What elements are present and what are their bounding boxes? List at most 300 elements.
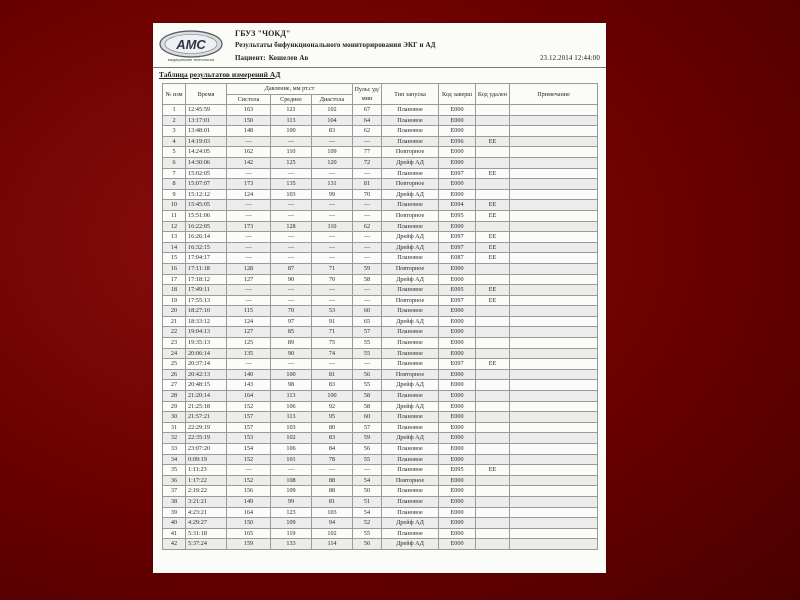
cell-note bbox=[510, 253, 598, 264]
col-header-pulse: Пульс уд/мин bbox=[353, 84, 382, 105]
table-row bbox=[163, 528, 598, 539]
cell-delete-code: EE bbox=[476, 253, 510, 264]
cell-systolic: 127 bbox=[227, 274, 271, 285]
cell-delete-code bbox=[476, 327, 510, 338]
cell-delete-code bbox=[476, 115, 510, 126]
cell-mean: — bbox=[271, 232, 312, 243]
cell-systolic: 165 bbox=[227, 528, 271, 539]
cell-time: 14:19:03 bbox=[186, 136, 227, 147]
cell-mean: — bbox=[271, 210, 312, 221]
cell-systolic: 152 bbox=[227, 475, 271, 486]
col-header-systolic: Систола bbox=[227, 94, 271, 105]
cell-delete-code: EE bbox=[476, 359, 510, 370]
cell-time: 15:45:05 bbox=[186, 200, 227, 211]
table-row bbox=[163, 306, 598, 317]
cell-diastolic: 83 bbox=[312, 126, 353, 137]
cell-delete-code: EE bbox=[476, 168, 510, 179]
cell-launch-type: Плановое bbox=[382, 253, 439, 264]
cell-finish-code: E097 bbox=[439, 295, 476, 306]
cell-diastolic: 131 bbox=[312, 179, 353, 190]
cell-launch-type: Плановое bbox=[382, 338, 439, 349]
cell-systolic: — bbox=[227, 200, 271, 211]
cell-launch-type: Повторное bbox=[382, 210, 439, 221]
cell-num: 15 bbox=[163, 253, 186, 264]
cell-pulse: 55 bbox=[353, 528, 382, 539]
table-row bbox=[163, 486, 598, 497]
cell-diastolic: 84 bbox=[312, 444, 353, 455]
cell-pulse: 60 bbox=[353, 412, 382, 423]
cell-time: 15:51:06 bbox=[186, 210, 227, 221]
table-row bbox=[163, 369, 598, 380]
table-row bbox=[163, 507, 598, 518]
cell-delete-code bbox=[476, 454, 510, 465]
cell-num: 13 bbox=[163, 232, 186, 243]
table-row bbox=[163, 465, 598, 476]
table-row bbox=[163, 115, 598, 126]
cell-time: 17:11:18 bbox=[186, 263, 227, 274]
cell-num: 36 bbox=[163, 475, 186, 486]
cell-launch-type: Плановое bbox=[382, 285, 439, 296]
cell-time: 22:35:19 bbox=[186, 433, 227, 444]
cell-pulse: — bbox=[353, 200, 382, 211]
cell-time: 17:18:12 bbox=[186, 274, 227, 285]
cell-finish-code: E097 bbox=[439, 242, 476, 253]
cell-delete-code: EE bbox=[476, 285, 510, 296]
cell-mean: — bbox=[271, 359, 312, 370]
cell-pulse: — bbox=[353, 295, 382, 306]
table-row bbox=[163, 189, 598, 200]
cell-mean: 103 bbox=[271, 422, 312, 433]
cell-mean: 113 bbox=[271, 391, 312, 402]
cell-delete-code bbox=[476, 507, 510, 518]
report-date: 23.12.2014 12:44:00 bbox=[539, 54, 600, 62]
cell-num: 38 bbox=[163, 496, 186, 507]
cell-finish-code: E000 bbox=[439, 391, 476, 402]
cell-delete-code bbox=[476, 496, 510, 507]
cell-pulse: — bbox=[353, 285, 382, 296]
cell-finish-code: E000 bbox=[439, 316, 476, 327]
cell-launch-type: Плановое bbox=[382, 200, 439, 211]
table-row bbox=[163, 242, 598, 253]
table-row bbox=[163, 359, 598, 370]
cell-launch-type: Плановое bbox=[382, 348, 439, 359]
cell-systolic: 173 bbox=[227, 221, 271, 232]
cell-note bbox=[510, 316, 598, 327]
cell-launch-type: Дрейф АД bbox=[382, 433, 439, 444]
cell-note bbox=[510, 401, 598, 412]
cell-note bbox=[510, 147, 598, 158]
cell-diastolic: — bbox=[312, 168, 353, 179]
cell-time: 14:24:05 bbox=[186, 147, 227, 158]
cell-systolic: 124 bbox=[227, 316, 271, 327]
cell-note bbox=[510, 369, 598, 380]
cell-diastolic: 95 bbox=[312, 412, 353, 423]
cell-mean: 106 bbox=[271, 444, 312, 455]
cell-mean: — bbox=[271, 200, 312, 211]
cell-systolic: — bbox=[227, 210, 271, 221]
cell-note bbox=[510, 179, 598, 190]
cell-diastolic: 103 bbox=[312, 507, 353, 518]
cell-launch-type: Дрейф АД bbox=[382, 316, 439, 327]
cell-finish-code: E097 bbox=[439, 359, 476, 370]
table-row bbox=[163, 380, 598, 391]
table-row bbox=[163, 401, 598, 412]
cell-time: 1:11:23 bbox=[186, 465, 227, 476]
cell-launch-type: Плановое bbox=[382, 221, 439, 232]
table-row bbox=[163, 126, 598, 137]
cell-diastolic: 53 bbox=[312, 306, 353, 317]
cell-time: 5:37:24 bbox=[186, 539, 227, 550]
cell-note bbox=[510, 422, 598, 433]
cell-systolic: 157 bbox=[227, 412, 271, 423]
cell-launch-type: Плановое bbox=[382, 454, 439, 465]
cell-launch-type: Дрейф АД bbox=[382, 539, 439, 550]
cell-diastolic: 71 bbox=[312, 327, 353, 338]
cell-pulse: — bbox=[353, 253, 382, 264]
cell-launch-type: Плановое bbox=[382, 528, 439, 539]
cell-time: 5:31:18 bbox=[186, 528, 227, 539]
cell-diastolic: 78 bbox=[312, 454, 353, 465]
cell-launch-type: Повторное bbox=[382, 369, 439, 380]
cell-launch-type: Плановое bbox=[382, 136, 439, 147]
cell-diastolic: — bbox=[312, 285, 353, 296]
table-row bbox=[163, 412, 598, 423]
patient-label: Пациент: bbox=[235, 54, 266, 62]
cell-note bbox=[510, 348, 598, 359]
cell-note bbox=[510, 157, 598, 168]
cell-mean: — bbox=[271, 168, 312, 179]
cell-time: 0:09:19 bbox=[186, 454, 227, 465]
col-header-time: Время bbox=[186, 84, 227, 105]
cell-num: 37 bbox=[163, 486, 186, 497]
cell-delete-code bbox=[476, 105, 510, 116]
cell-time: 13:17:01 bbox=[186, 115, 227, 126]
cell-systolic: 135 bbox=[227, 348, 271, 359]
cell-num: 21 bbox=[163, 316, 186, 327]
cell-diastolic: 102 bbox=[312, 105, 353, 116]
cell-delete-code bbox=[476, 475, 510, 486]
table-row bbox=[163, 475, 598, 486]
cell-time: 3:21:21 bbox=[186, 496, 227, 507]
cell-pulse: 72 bbox=[353, 157, 382, 168]
cell-pulse: — bbox=[353, 168, 382, 179]
cell-pulse: 55 bbox=[353, 348, 382, 359]
cell-finish-code: E000 bbox=[439, 306, 476, 317]
cell-mean: 100 bbox=[271, 126, 312, 137]
table-title: Таблица результатов измерений АД bbox=[159, 70, 281, 79]
table-row bbox=[163, 454, 598, 465]
cell-diastolic: 109 bbox=[312, 147, 353, 158]
cell-note bbox=[510, 518, 598, 529]
cell-delete-code bbox=[476, 518, 510, 529]
cell-launch-type: Дрейф АД bbox=[382, 189, 439, 200]
cell-note bbox=[510, 242, 598, 253]
cell-pulse: 54 bbox=[353, 475, 382, 486]
cell-delete-code bbox=[476, 528, 510, 539]
table-row bbox=[163, 295, 598, 306]
cell-launch-type: Плановое bbox=[382, 465, 439, 476]
cell-systolic: — bbox=[227, 465, 271, 476]
cell-mean: 103 bbox=[271, 189, 312, 200]
cell-mean: 125 bbox=[271, 157, 312, 168]
cell-note bbox=[510, 507, 598, 518]
cell-note bbox=[510, 539, 598, 550]
patient-name: Кошелев Ав bbox=[268, 54, 309, 62]
cell-time: 4:23:21 bbox=[186, 507, 227, 518]
cell-delete-code bbox=[476, 539, 510, 550]
cell-diastolic: — bbox=[312, 465, 353, 476]
cell-pulse: 77 bbox=[353, 147, 382, 158]
cell-pulse: — bbox=[353, 136, 382, 147]
cell-finish-code: E094 bbox=[439, 200, 476, 211]
cell-diastolic: — bbox=[312, 253, 353, 264]
cell-systolic: 157 bbox=[227, 422, 271, 433]
table-row bbox=[163, 444, 598, 455]
cell-time: 20:37:14 bbox=[186, 359, 227, 370]
cell-finish-code: E000 bbox=[439, 454, 476, 465]
cell-mean: 97 bbox=[271, 316, 312, 327]
table-row bbox=[163, 105, 598, 116]
cell-delete-code bbox=[476, 391, 510, 402]
cell-note bbox=[510, 444, 598, 455]
cell-mean: 128 bbox=[271, 221, 312, 232]
cell-pulse: 51 bbox=[353, 496, 382, 507]
cell-finish-code: E000 bbox=[439, 274, 476, 285]
table-body bbox=[163, 105, 598, 550]
cell-num: 18 bbox=[163, 285, 186, 296]
cell-delete-code: EE bbox=[476, 242, 510, 253]
cell-note bbox=[510, 285, 598, 296]
cell-systolic: — bbox=[227, 285, 271, 296]
cell-diastolic: 110 bbox=[312, 221, 353, 232]
cell-note bbox=[510, 168, 598, 179]
cell-time: 17:04:17 bbox=[186, 253, 227, 264]
cell-time: 17:49:11 bbox=[186, 285, 227, 296]
cell-delete-code: EE bbox=[476, 295, 510, 306]
cell-time: 4:29:27 bbox=[186, 518, 227, 529]
cell-mean: 113 bbox=[271, 115, 312, 126]
cell-systolic: 148 bbox=[227, 126, 271, 137]
cell-delete-code bbox=[476, 189, 510, 200]
cell-launch-type: Плановое bbox=[382, 507, 439, 518]
cell-num: 42 bbox=[163, 539, 186, 550]
table-row bbox=[163, 433, 598, 444]
cell-diastolic: 88 bbox=[312, 486, 353, 497]
table-row bbox=[163, 232, 598, 243]
cell-diastolic: — bbox=[312, 232, 353, 243]
cell-num: 26 bbox=[163, 369, 186, 380]
cell-mean: 100 bbox=[271, 369, 312, 380]
table-row bbox=[163, 422, 598, 433]
cell-finish-code: E095 bbox=[439, 465, 476, 476]
cell-num: 32 bbox=[163, 433, 186, 444]
cell-diastolic: 74 bbox=[312, 348, 353, 359]
cell-finish-code: E095 bbox=[439, 210, 476, 221]
cell-time: 19:35:13 bbox=[186, 338, 227, 349]
cell-systolic: 143 bbox=[227, 380, 271, 391]
cell-diastolic: — bbox=[312, 295, 353, 306]
table-row bbox=[163, 253, 598, 264]
cell-time: 15:02:05 bbox=[186, 168, 227, 179]
cell-note bbox=[510, 496, 598, 507]
cell-pulse: 55 bbox=[353, 454, 382, 465]
cell-note bbox=[510, 327, 598, 338]
cell-time: 21:57:21 bbox=[186, 412, 227, 423]
cell-finish-code: E000 bbox=[439, 126, 476, 137]
cell-num: 31 bbox=[163, 422, 186, 433]
cell-mean: 70 bbox=[271, 306, 312, 317]
cell-note bbox=[510, 136, 598, 147]
cell-note bbox=[510, 105, 598, 116]
col-header-delete-code: Код удален bbox=[476, 84, 510, 105]
cell-pulse: 56 bbox=[353, 539, 382, 550]
cell-time: 20:48:15 bbox=[186, 380, 227, 391]
table-row bbox=[163, 221, 598, 232]
cell-mean: 135 bbox=[271, 179, 312, 190]
cell-finish-code: E000 bbox=[439, 115, 476, 126]
cell-mean: 106 bbox=[271, 401, 312, 412]
cell-num: 2 bbox=[163, 115, 186, 126]
cell-num: 25 bbox=[163, 359, 186, 370]
cell-mean: — bbox=[271, 465, 312, 476]
cell-num: 34 bbox=[163, 454, 186, 465]
cell-delete-code bbox=[476, 157, 510, 168]
table-row bbox=[163, 210, 598, 221]
cell-diastolic: 114 bbox=[312, 539, 353, 550]
cell-launch-type: Плановое bbox=[382, 486, 439, 497]
cell-launch-type: Плановое bbox=[382, 126, 439, 137]
cell-launch-type: Повторное bbox=[382, 147, 439, 158]
cell-delete-code bbox=[476, 316, 510, 327]
cell-diastolic: — bbox=[312, 210, 353, 221]
col-header-diastolic: Диастола bbox=[312, 94, 353, 105]
cell-pulse: 81 bbox=[353, 179, 382, 190]
cell-num: 5 bbox=[163, 147, 186, 158]
cell-mean: 101 bbox=[271, 454, 312, 465]
cell-finish-code: E000 bbox=[439, 147, 476, 158]
cell-diastolic: — bbox=[312, 242, 353, 253]
cell-finish-code: E087 bbox=[439, 253, 476, 264]
cell-launch-type: Плановое bbox=[382, 168, 439, 179]
cell-launch-type: Повторное bbox=[382, 295, 439, 306]
cell-mean: 109 bbox=[271, 518, 312, 529]
cell-note bbox=[510, 263, 598, 274]
cell-mean: 119 bbox=[271, 528, 312, 539]
cell-systolic: 164 bbox=[227, 391, 271, 402]
cell-num: 1 bbox=[163, 105, 186, 116]
cell-finish-code: E000 bbox=[439, 348, 476, 359]
cell-systolic: — bbox=[227, 253, 271, 264]
cell-systolic: — bbox=[227, 295, 271, 306]
cell-num: 8 bbox=[163, 179, 186, 190]
cell-num: 30 bbox=[163, 412, 186, 423]
cell-note bbox=[510, 210, 598, 221]
cell-diastolic: — bbox=[312, 359, 353, 370]
cell-mean: 90 bbox=[271, 274, 312, 285]
table-row bbox=[163, 263, 598, 274]
cell-pulse: 58 bbox=[353, 401, 382, 412]
cell-pulse: 57 bbox=[353, 422, 382, 433]
cell-delete-code bbox=[476, 126, 510, 137]
cell-note bbox=[510, 359, 598, 370]
cell-mean: 85 bbox=[271, 327, 312, 338]
cell-diastolic: 94 bbox=[312, 518, 353, 529]
cell-num: 4 bbox=[163, 136, 186, 147]
table-row bbox=[163, 157, 598, 168]
cell-finish-code: E000 bbox=[439, 528, 476, 539]
cell-num: 33 bbox=[163, 444, 186, 455]
cell-pulse: 56 bbox=[353, 444, 382, 455]
cell-mean: — bbox=[271, 242, 312, 253]
cell-systolic: 127 bbox=[227, 327, 271, 338]
table-row bbox=[163, 391, 598, 402]
cell-pulse: — bbox=[353, 359, 382, 370]
cell-delete-code bbox=[476, 338, 510, 349]
cell-num: 9 bbox=[163, 189, 186, 200]
cell-mean: — bbox=[271, 285, 312, 296]
cell-systolic: 156 bbox=[227, 486, 271, 497]
cell-diastolic: 71 bbox=[312, 263, 353, 274]
cell-time: 20:06:14 bbox=[186, 348, 227, 359]
cell-mean: 113 bbox=[271, 412, 312, 423]
cell-finish-code: E000 bbox=[439, 412, 476, 423]
cell-pulse: — bbox=[353, 210, 382, 221]
cell-pulse: 58 bbox=[353, 391, 382, 402]
cell-delete-code bbox=[476, 348, 510, 359]
cell-diastolic: 88 bbox=[312, 475, 353, 486]
cell-note bbox=[510, 475, 598, 486]
cell-finish-code: E000 bbox=[439, 486, 476, 497]
logo-text: АМС bbox=[176, 37, 206, 52]
cell-diastolic: 102 bbox=[312, 528, 353, 539]
cell-time: 20:42:13 bbox=[186, 369, 227, 380]
cell-pulse: — bbox=[353, 465, 382, 476]
cell-mean: 98 bbox=[271, 380, 312, 391]
cell-diastolic: 83 bbox=[312, 380, 353, 391]
scanned-report-page bbox=[153, 23, 606, 573]
table-row bbox=[163, 496, 598, 507]
cell-diastolic: 81 bbox=[312, 496, 353, 507]
cell-pulse: 55 bbox=[353, 338, 382, 349]
cell-num: 35 bbox=[163, 465, 186, 476]
table-row bbox=[163, 327, 598, 338]
cell-systolic: 128 bbox=[227, 263, 271, 274]
cell-time: 15:12:12 bbox=[186, 189, 227, 200]
cell-note bbox=[510, 454, 598, 465]
cell-systolic: 173 bbox=[227, 179, 271, 190]
cell-pulse: 70 bbox=[353, 189, 382, 200]
cell-systolic: 124 bbox=[227, 189, 271, 200]
cell-diastolic: 80 bbox=[312, 422, 353, 433]
cell-launch-type: Дрейф АД bbox=[382, 242, 439, 253]
cell-systolic: 164 bbox=[227, 507, 271, 518]
cell-finish-code: E097 bbox=[439, 168, 476, 179]
cell-delete-code bbox=[476, 422, 510, 433]
cell-diastolic: 120 bbox=[312, 157, 353, 168]
col-header-note: Примечание bbox=[510, 84, 598, 105]
cell-systolic: 142 bbox=[227, 157, 271, 168]
cell-time: 2:19:22 bbox=[186, 486, 227, 497]
cell-delete-code bbox=[476, 444, 510, 455]
cell-systolic: 152 bbox=[227, 401, 271, 412]
table-row bbox=[163, 147, 598, 158]
bp-results-table bbox=[162, 83, 598, 550]
cell-launch-type: Плановое bbox=[382, 306, 439, 317]
cell-systolic: 140 bbox=[227, 369, 271, 380]
cell-launch-type: Плановое bbox=[382, 412, 439, 423]
cell-num: 16 bbox=[163, 263, 186, 274]
cell-diastolic: 75 bbox=[312, 338, 353, 349]
